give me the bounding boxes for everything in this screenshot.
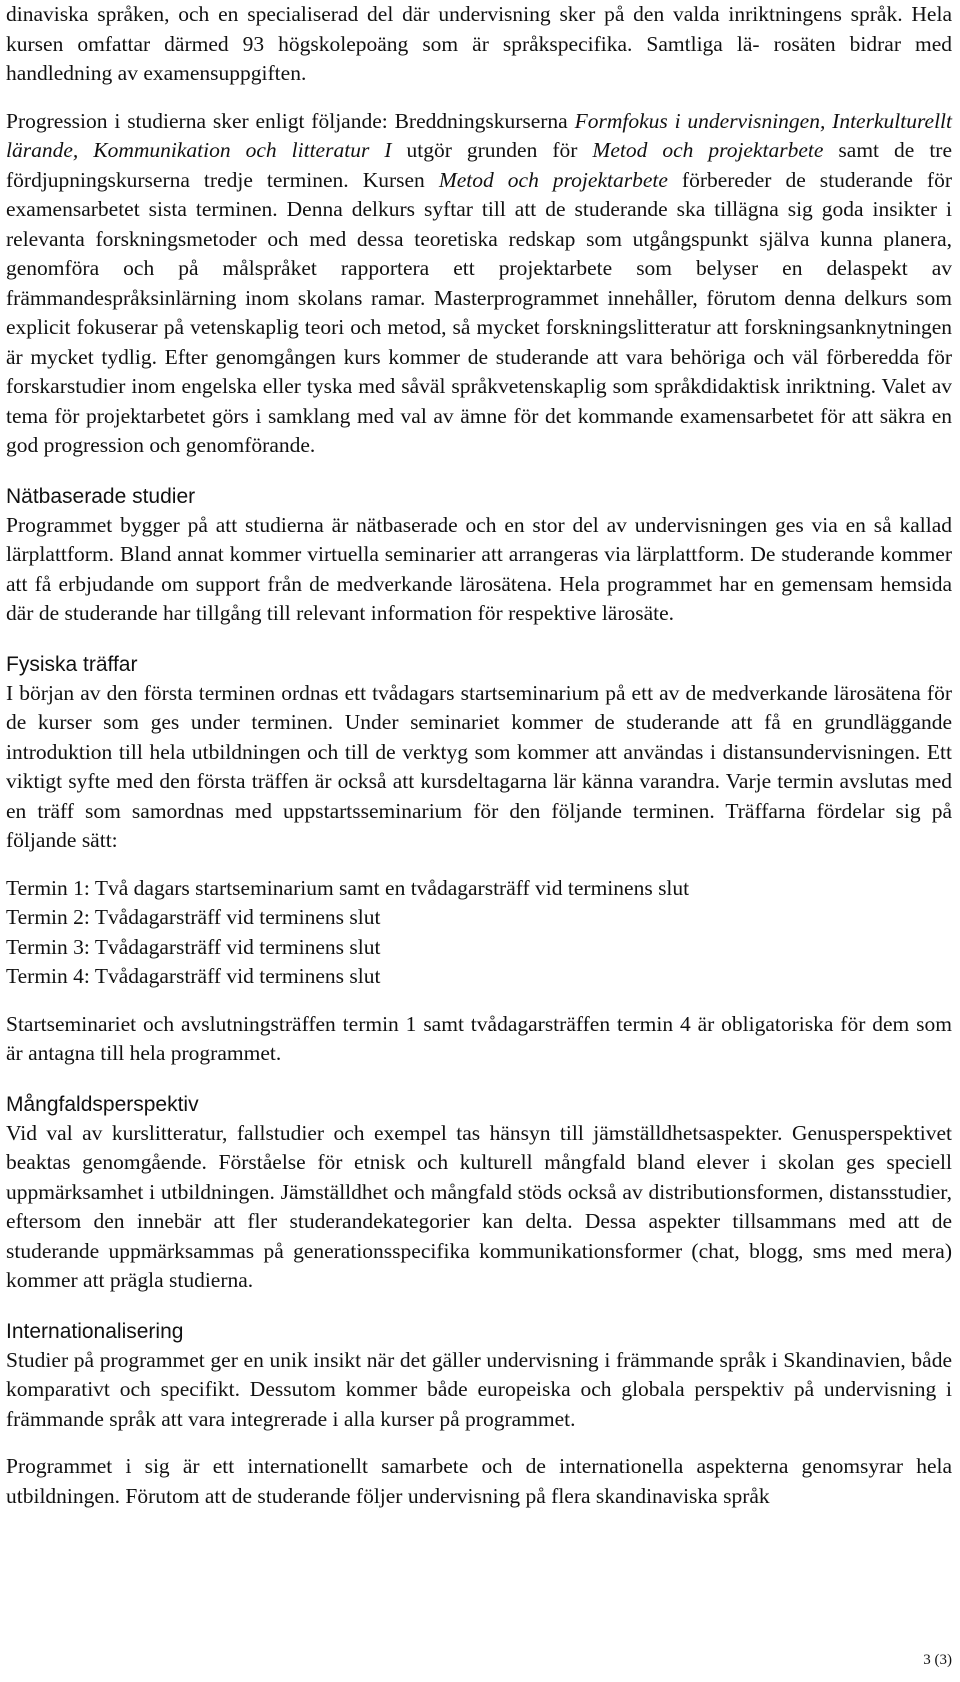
section-heading-natbaserade: Nätbaserade studier — [6, 484, 196, 508]
section-heading-fysiska: Fysiska träffar — [6, 652, 138, 676]
intro-line: dinaviska språken, och en specialiserad del där undervisning sker på den valda inriktningens — [6, 2, 842, 26]
course-name: Metod och projektarbete — [592, 138, 824, 162]
term-item: Termin 2: Tvådagarsträff vid terminens slut — [6, 905, 381, 929]
intro-paragraph — [6, 0, 952, 89]
progression-text: utgör grunden för — [391, 138, 593, 162]
progression-text: samt de tre fördjupningskurserna tredje terminen. Kursen — [6, 138, 953, 192]
term-item: Termin 3: Tvådagarsträff vid terminens slut — [6, 934, 381, 959]
term-item: Termin 4: Tvådagarsträff vid terminens slut — [6, 964, 381, 988]
progression-text: Progression i studierna sker enligt följande: Breddningskurserna — [6, 108, 575, 133]
progression-text: förbereder de studerande för examensarbetet sista terminen. Denna delkurs syftar till att de studerande ska tillägna sig goda insikter i relevanta forskningsmetoder och med dessa teoretiska redskap som utgångspunkt själva kunna planera, genomföra och på målspråket rapportera ett projektarbete som belyser en delaspekt av främmandespråksinlärning inom skolans ramar. Masterprogrammet innehåller, förutom denna delkurs som explicit fokuserar på vetenskaplig teori och metod, så mycket forskningslitteratur att forskningsanknytningen är mycket tydlig. Efter genomgången kurs kommer de studerande att vara behöriga och väl förberedda för forskarstudier inom engelska eller tyska med såväl språkvetenskaplig som språkdidaktisk inriktning. Valet av tema för projektarbetet görs i samklang med val av ämne för det kommande examensarbetet för att säkra en god progression och genomförande. — [6, 167, 952, 457]
intro-line: rosäten bidrar med handledning av examensuppgiften. — [6, 31, 953, 85]
document-page — [6, 0, 952, 1511]
section-heading-mangfald: Mångfaldsperspektiv — [6, 1092, 199, 1116]
fysiska-closing-paragraph: Startseminariet och avslutningsträffen termin 1 samt tvådagarsträffen termin 4 är obligatoriska för dem som är antagna till hela programmet. — [6, 1011, 952, 1065]
internationalisering-paragraph-2: Programmet i sig är ett internationellt samarbete och de internationella aspekterna genomsyrar hela utbildningen. Förutom att de studerande följer undervisning på flera skandinaviska språk — [6, 1454, 952, 1508]
term-list — [6, 874, 952, 992]
intro-line: språk. Hela kursen omfattar därmed 93 högskolepoäng som är språkspecifika. Samtliga lä- — [6, 2, 952, 56]
mangfald-paragraph: Vid val av kurslitteratur, fallstudier och exempel tas hänsyn till jämställdhetsaspekter. Genusperspektivet beaktas genomgående. Förståelse för etnisk och kulturell mångfald bland elever i skolan ges speciell uppmärksamhet i utbildningen. Jämställdhet och mångfald stöds också av distributionsformen, distansstudier, eftersom den innebär att fler studerandekategorier kan delta. Dessa aspekter tillsammans med att de studerande uppmärksammas på generationsspecifika kommunikationsformer (chat, blogg, sms med mera) kommer att prägla studierna. — [6, 1120, 952, 1292]
fysiska-paragraph: I början av den första terminen ordnas ett tvådagars startseminarium på ett av de medverkande lärosätena för de kurser som ges under terminen. Under seminariet kommer de studerande att få en grundläggande introduktion till hela utbildningen och till de verktyg som kommer att användas i distansundervisningen. Ett viktigt syfte med den första träffen är också att kursdeltagarna lär känna varandra. Varje termin avslutas med en träff som samordnas med uppstartsseminarium för den följande terminen. Träffarna fördelar sig på följande sätt: — [6, 680, 952, 852]
course-names: Formfokus i undervisningen, Interkulturellt lärande, Kommunikation och litteratur I — [6, 108, 952, 162]
term-item: Termin 1: Två dagars startseminarium samt en tvådagarsträff vid terminens slut — [6, 875, 690, 900]
natbaserade-paragraph: Programmet bygger på att studierna är nätbaserade och en stor del av undervisningen ges via en så kallad lärplattform. Bland annat kommer virtuella seminarier att arrangeras via lärplattform. De studerande kommer att få erbjudande om support från de medverkande lärosätena. Hela programmet har en gemensam hemsida där de studerande har tillgång till relevant information för respektive lärosäte. — [6, 512, 952, 625]
progression-paragraph — [6, 107, 952, 461]
page-number: 3 (3) — [923, 1652, 952, 1668]
internationalisering-paragraph: Studier på programmet ger en unik insikt när det gäller undervisning i främmande språk i Skandinavien, både komparativt och specifikt. Dessutom kommer både europeiska och globala perspektiv på undervisning i främmande språk att vara integrerade i alla kurser på programmet. — [6, 1347, 952, 1431]
course-name: Metod och projektarbete — [438, 167, 668, 192]
section-heading-internationalisering: Internationalisering — [6, 1319, 184, 1343]
